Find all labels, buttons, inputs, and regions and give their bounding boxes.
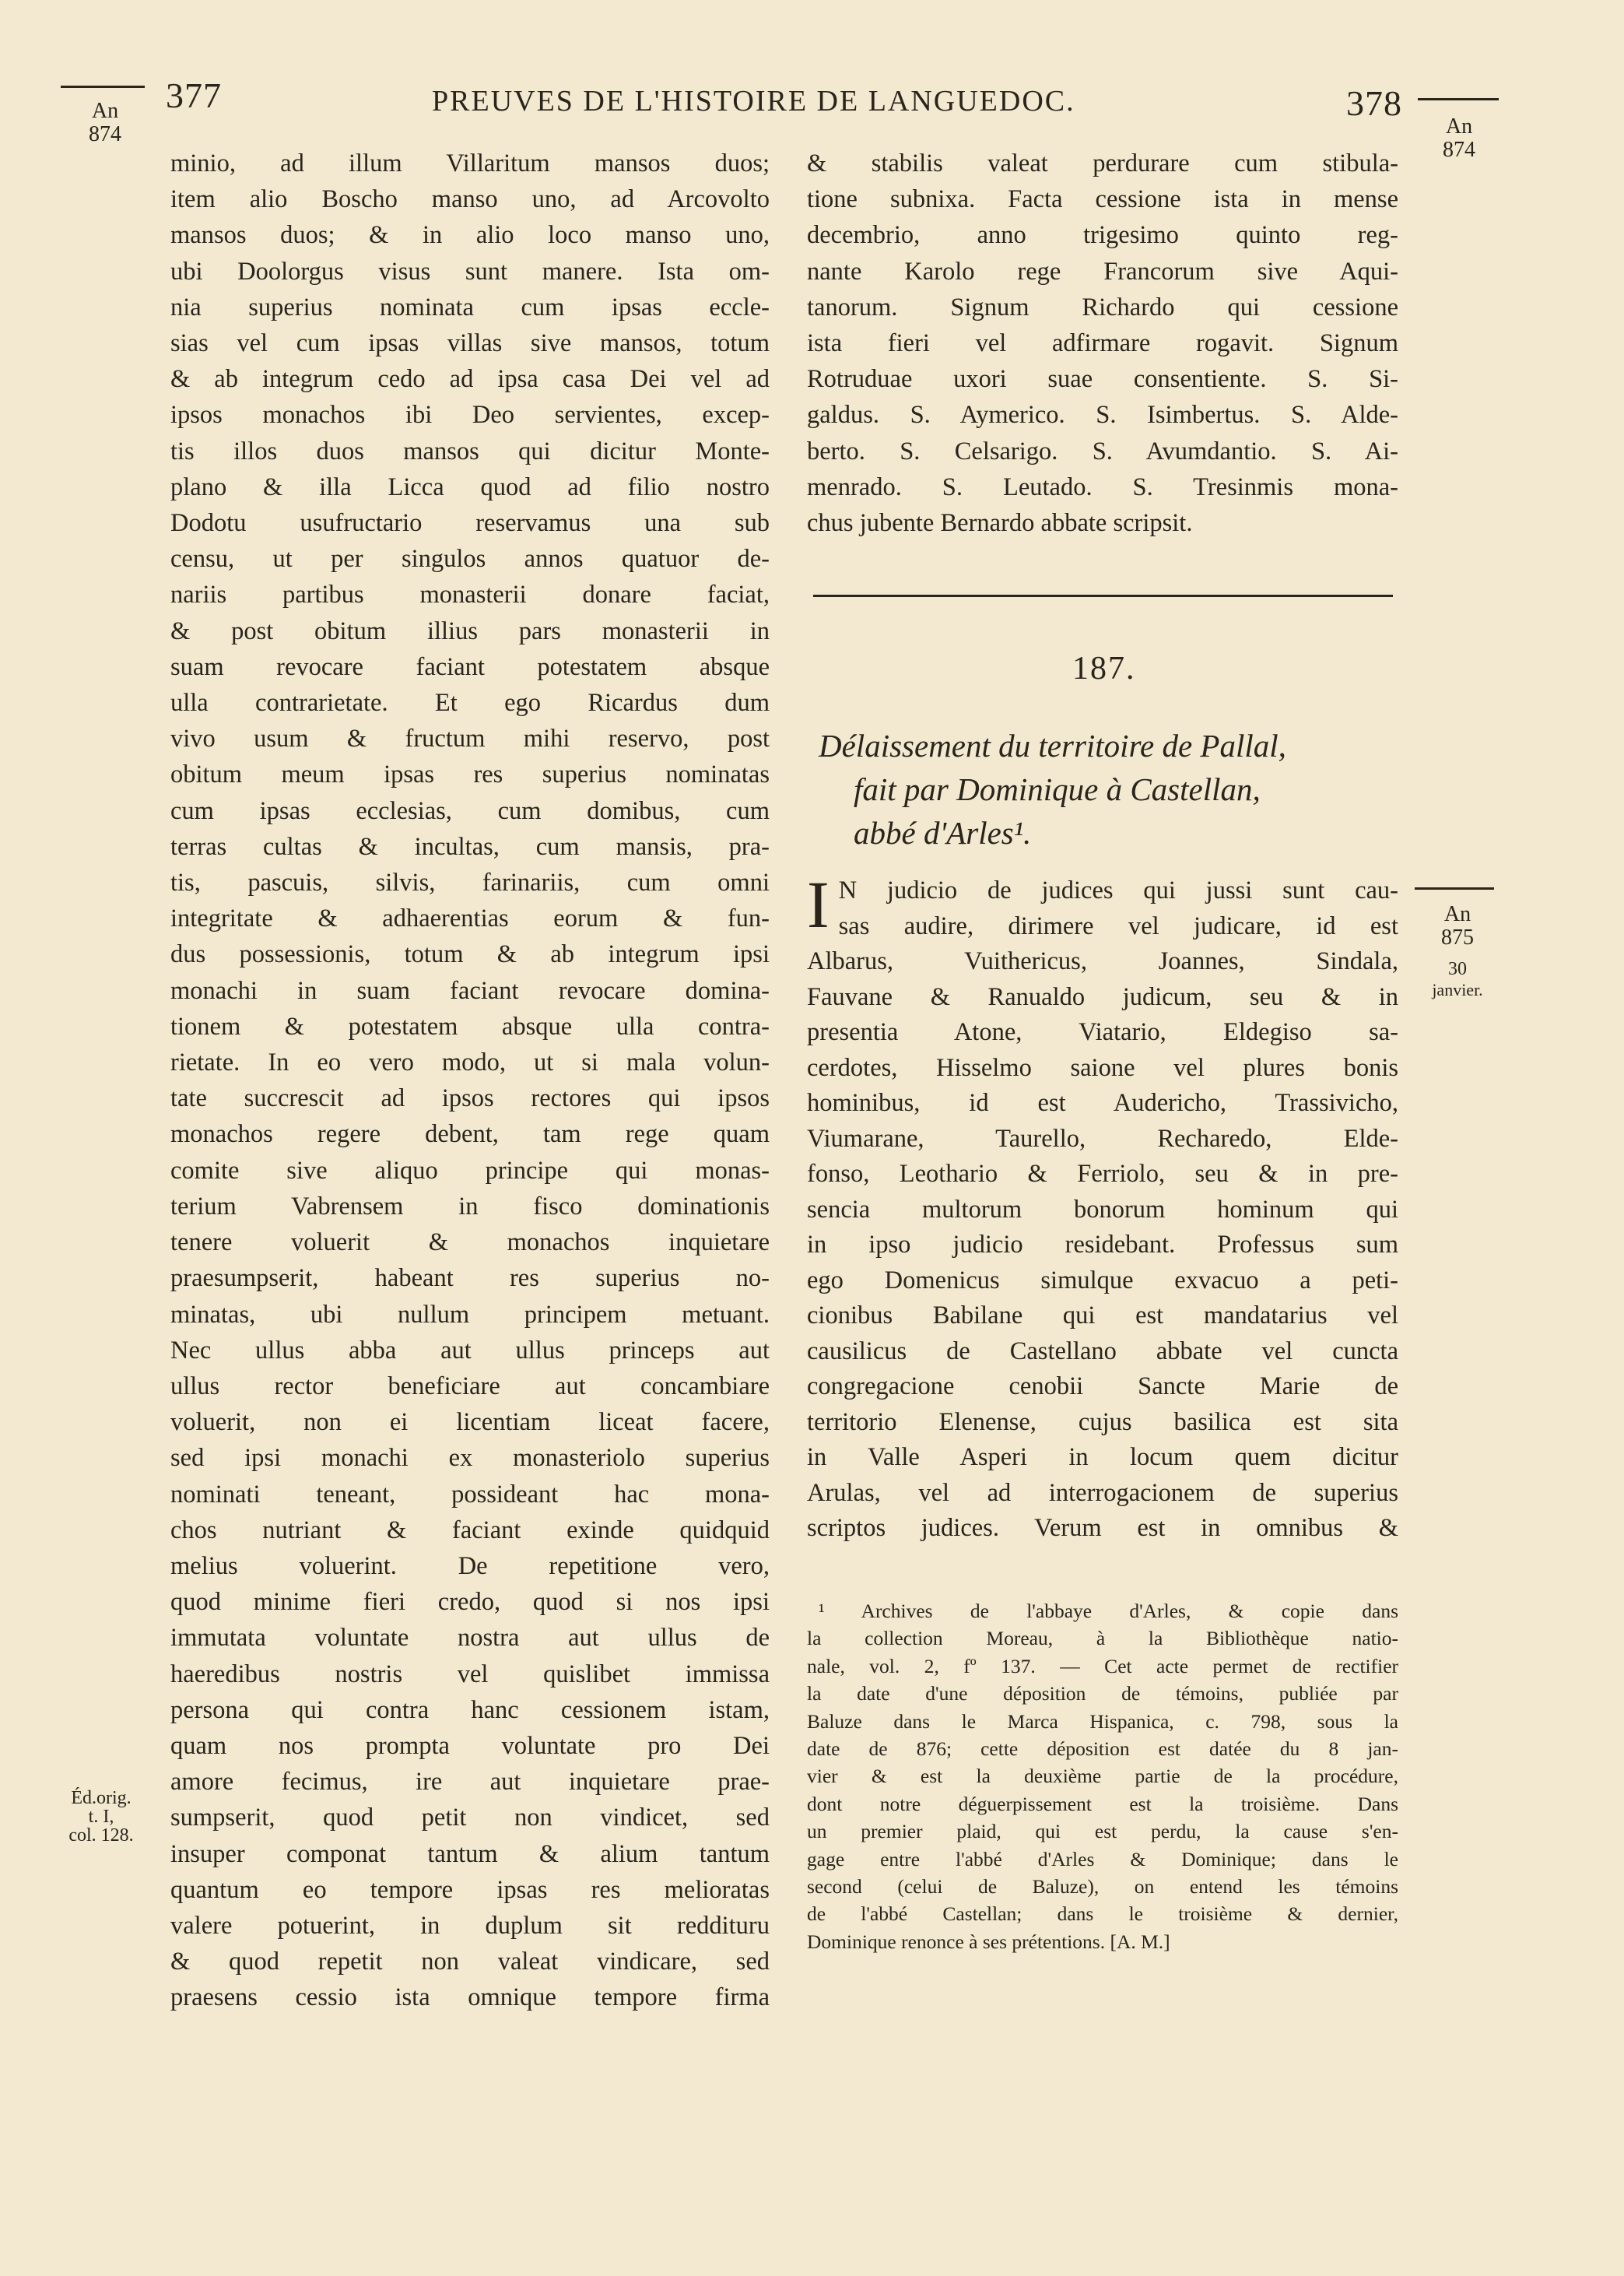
running-title: PREUVES DE L'HISTOIRE DE LANGUEDOC. xyxy=(432,85,1075,118)
text-line: ullus rector beneficiare aut concambiare xyxy=(170,1372,770,1400)
margin-year: 875 xyxy=(1441,926,1474,950)
document-body xyxy=(807,867,1398,1547)
text-line: tanorum. Signum Richardo qui cessione xyxy=(807,293,1398,321)
text-line: & quod repetit non valeat vindicare, sed xyxy=(170,1948,770,1976)
text-line: tis illos duos mansos qui dicitur Monte- xyxy=(170,437,770,465)
text-line: Rotruduae uxori suae consentiente. S. Si- xyxy=(807,365,1398,394)
text-line: galdus. S. Aymerico. S. Isimbertus. S. Alde- xyxy=(807,401,1398,430)
margin-an-label: An xyxy=(1443,902,1471,926)
text-line: & ab integrum cedo ad ipsa casa Dei vel ad xyxy=(170,365,770,394)
text-line: praesumpserit, habeant res superius no- xyxy=(170,1264,770,1293)
text-line: vivo usum & fructum mihi reservo, post xyxy=(170,725,770,753)
right-text-column-top xyxy=(807,146,1398,541)
text-line: & post obitum illius pars monasterii in xyxy=(170,616,770,645)
document-title-line: fait par Dominique à Castellan, xyxy=(854,771,1261,807)
text-line: cerdotes, Hisselmo saione vel plures bonis xyxy=(807,1053,1398,1082)
text-line: berto. S. Celsarigo. S. Avumdantio. S. Ai- xyxy=(807,437,1398,465)
text-line: Dodotu usufructario reservamus una sub xyxy=(170,509,770,538)
text-line: scriptos judices. Verum est in omnibus & xyxy=(807,1514,1398,1542)
footnote-line: de l'abbé Castellan; dans le troisième & dernier, xyxy=(807,1902,1398,1926)
document-title xyxy=(819,724,1398,855)
text-line: comite sive aliquo principe qui monas- xyxy=(170,1156,770,1185)
right-margin-date-note xyxy=(1426,903,1489,999)
footnote-line: la collection Moreau, à la Bibliothèque natio- xyxy=(807,1627,1398,1650)
footnote xyxy=(807,1597,1398,1955)
text-line: sias vel cum ipsas villas sive mansos, totum xyxy=(170,329,770,358)
text-line: monachi in suam faciant revocare domina- xyxy=(170,976,770,1005)
text-line: chus jubente Bernardo abbate scripsit. xyxy=(807,509,1193,538)
margin-month: janvier. xyxy=(1432,980,1483,999)
footnote-line: date de 876; cette déposition est datée du 8 jan- xyxy=(807,1737,1398,1761)
text-line: sed ipsi monachi ex monasteriolo superius xyxy=(170,1444,770,1473)
text-line: sencia multorum bonorum hominum qui xyxy=(807,1195,1398,1224)
margin-day: 30 xyxy=(1448,959,1467,979)
text-line: chos nutriant & faciant exinde quidquid xyxy=(170,1516,770,1544)
text-line: dus possessionis, totum & ab integrum ipsi xyxy=(170,940,770,969)
document-number: 187. xyxy=(1072,651,1136,687)
text-line: sas audire, dirimere vel judicare, id est xyxy=(838,911,1398,940)
text-line: territorio Elenense, cujus basilica est sita xyxy=(807,1407,1398,1436)
section-separator-rule xyxy=(813,595,1393,597)
text-line: Viumarane, Taurello, Recharedo, Elde- xyxy=(807,1124,1398,1153)
left-margin-rule xyxy=(61,86,145,88)
text-line: cum ipsas ecclesias, cum domibus, cum xyxy=(170,796,770,825)
footnote-line: dont notre déguerpissement est la troisième. Dans xyxy=(807,1792,1398,1815)
document-title-line: Délaissement du territoire de Pallal, xyxy=(819,728,1286,764)
text-line: quam nos prompta voluntate pro Dei xyxy=(170,1731,770,1760)
text-line: causilicus de Castellano abbate vel cuncta xyxy=(807,1336,1398,1365)
drop-cap: I xyxy=(807,867,830,942)
text-line: plano & illa Licca quod ad filio nostro xyxy=(170,472,770,501)
text-line: monachos regere debent, tam rege quam xyxy=(170,1120,770,1149)
left-text-column xyxy=(170,146,770,2016)
text-line: congregacione cenobii Sancte Marie de xyxy=(807,1372,1398,1400)
text-line: fonso, Leothario & Ferriolo, seu & in pre- xyxy=(807,1160,1398,1188)
text-line: sumpserit, quod petit non vindicet, sed xyxy=(170,1804,770,1832)
text-line: tionem & potestatem absque ulla contra- xyxy=(170,1012,770,1041)
text-line: Arulas, vel ad interrogacionem de superius xyxy=(807,1478,1398,1507)
right-margin-year-note xyxy=(1432,115,1486,162)
text-line: tate succrescit ad ipsos rectores qui ipsos xyxy=(170,1084,770,1113)
footnote-line: vier & est la deuxième partie de la procédure, xyxy=(807,1765,1398,1788)
edition-label: Éd.orig. xyxy=(71,1788,132,1808)
footnote-line: un premier plaid, qui est perdu, la cause s'en- xyxy=(807,1820,1398,1843)
text-line: minio, ad illum Villaritum mansos duos; xyxy=(170,149,770,177)
left-page-number: 377 xyxy=(166,76,222,115)
text-line: ipsos monachos ibi Deo servientes, excep- xyxy=(170,401,770,430)
text-line: nariis partibus monasterii donare faciat, xyxy=(170,581,770,609)
text-line: immutata voluntate nostra aut ullus de xyxy=(170,1624,770,1653)
text-line: & stabilis valeat perdurare cum stibula- xyxy=(807,149,1398,177)
footnote-line: ¹ Archives de l'abbaye d'Arles, & copie dans xyxy=(819,1600,1398,1622)
text-line: ego Domenicus simulque exvacuo a peti- xyxy=(807,1266,1398,1294)
text-line: menrado. S. Leutado. S. Tresinmis mona- xyxy=(807,472,1398,501)
text-line: voluerit, non ei licentiam liceat facere, xyxy=(170,1408,770,1437)
text-line: nante Karolo rege Francorum sive Aqui- xyxy=(807,257,1398,286)
text-line: terras cultas & incultas, cum mansis, pra- xyxy=(170,832,770,861)
text-line: persona qui contra hanc cessionem istam, xyxy=(170,1695,770,1724)
footnote-line: nale, vol. 2, fº 137. — Cet acte permet de rectifier xyxy=(807,1654,1398,1677)
edition-tome: t. I, xyxy=(88,1807,114,1827)
margin-an-label: An xyxy=(1445,114,1473,139)
footnote-line: la date d'une déposition de témoins, publiée par xyxy=(807,1682,1398,1705)
text-line: censu, ut per singulos annos quatuor de- xyxy=(170,545,770,574)
text-line: nia superius nominata cum ipsas eccle- xyxy=(170,293,770,321)
text-line: cionibus Babilane qui est mandatarius vel xyxy=(807,1301,1398,1329)
text-line: insuper componat tantum & alium tantum xyxy=(170,1839,770,1868)
margin-an-label: An xyxy=(91,99,119,123)
margin-year: 874 xyxy=(89,122,121,146)
footnote-line: second (celui de Baluze), on entend les témoins xyxy=(807,1875,1398,1898)
text-line: tis, pascuis, silvis, farinariis, cum omni xyxy=(170,869,770,897)
footnote-line: gage entre l'abbé d'Arles & Dominique; dans le xyxy=(807,1847,1398,1870)
text-line: integritate & adhaerentias eorum & fun- xyxy=(170,904,770,933)
text-line: presentia Atone, Viatario, Eldegiso sa- xyxy=(807,1018,1398,1046)
text-line: tione subnixa. Facta cessione ista in mense xyxy=(807,185,1398,214)
margin-year: 874 xyxy=(1443,138,1475,162)
text-line: in ipso judicio residebant. Professus sum xyxy=(807,1231,1398,1259)
footnote-line: Dominique renonce à ses prétentions. [A. M.] xyxy=(807,1930,1170,1953)
text-line: nominati teneant, possideant hac mona- xyxy=(170,1480,770,1509)
text-line: Nec ullus abba aut ullus princeps aut xyxy=(170,1336,770,1365)
text-line: obitum meum ipsas res superius nominatas xyxy=(170,760,770,789)
text-line: suam revocare faciant potestatem absque xyxy=(170,652,770,681)
right-page-number: 378 xyxy=(1346,83,1402,123)
right-margin-rule-2 xyxy=(1415,887,1494,890)
right-margin-rule xyxy=(1418,98,1499,100)
text-line: terium Vabrensem in fisco dominationis xyxy=(170,1192,770,1221)
text-line: ista fieri vel adfirmare rogavit. Signum xyxy=(807,329,1398,358)
text-line: ubi Doolorgus visus sunt manere. Ista om- xyxy=(170,257,770,286)
edition-column: col. 128. xyxy=(68,1825,134,1846)
document-body-lines xyxy=(807,867,1398,1547)
text-line: rietate. In eo vero modo, ut si mala volun- xyxy=(170,1048,770,1077)
text-line: item alio Boscho manso uno, ad Arcovolto xyxy=(170,185,770,214)
text-line: Albarus, Vuithericus, Joannes, Sindala, xyxy=(807,947,1398,975)
text-line: N judicio de judices qui jussi sunt cau- xyxy=(838,876,1398,904)
text-line: haeredibus nostris vel quislibet immissa xyxy=(170,1660,770,1688)
footnote-line: Baluze dans le Marca Hispanica, c. 798, sous la xyxy=(807,1709,1398,1733)
text-line: praesens cessio ista omnique tempore firma xyxy=(170,1983,770,2012)
left-margin-year-note xyxy=(78,100,132,146)
text-line: quantum eo tempore ipsas res melioratas xyxy=(170,1875,770,1904)
left-margin-edition-note xyxy=(62,1789,140,1845)
document-title-line: abbé d'Arles¹. xyxy=(854,815,1032,851)
text-line: hominibus, id est Audericho, Trassivicho, xyxy=(807,1089,1398,1117)
text-line: Fauvane & Ranualdo judicum, seu & in xyxy=(807,982,1398,1011)
text-line: mansos duos; & in alio loco manso uno, xyxy=(170,221,770,250)
text-line: quod minime fieri credo, quod si nos ipsi xyxy=(170,1588,770,1617)
text-line: decembrio, anno trigesimo quinto reg- xyxy=(807,221,1398,250)
text-line: amore fecimus, ire aut inquietare prae- xyxy=(170,1768,770,1797)
text-line: ulla contrarietate. Et ego Ricardus dum xyxy=(170,689,770,718)
text-line: valere potuerint, in duplum sit reddituru xyxy=(170,1911,770,1940)
text-line: tenere voluerit & monachos inquietare xyxy=(170,1228,770,1257)
text-line: in Valle Asperi in locum quem dicitur xyxy=(807,1443,1398,1471)
text-line: melius voluerint. De repetitione vero, xyxy=(170,1551,770,1580)
text-line: minatas, ubi nullum principem metuant. xyxy=(170,1300,770,1329)
